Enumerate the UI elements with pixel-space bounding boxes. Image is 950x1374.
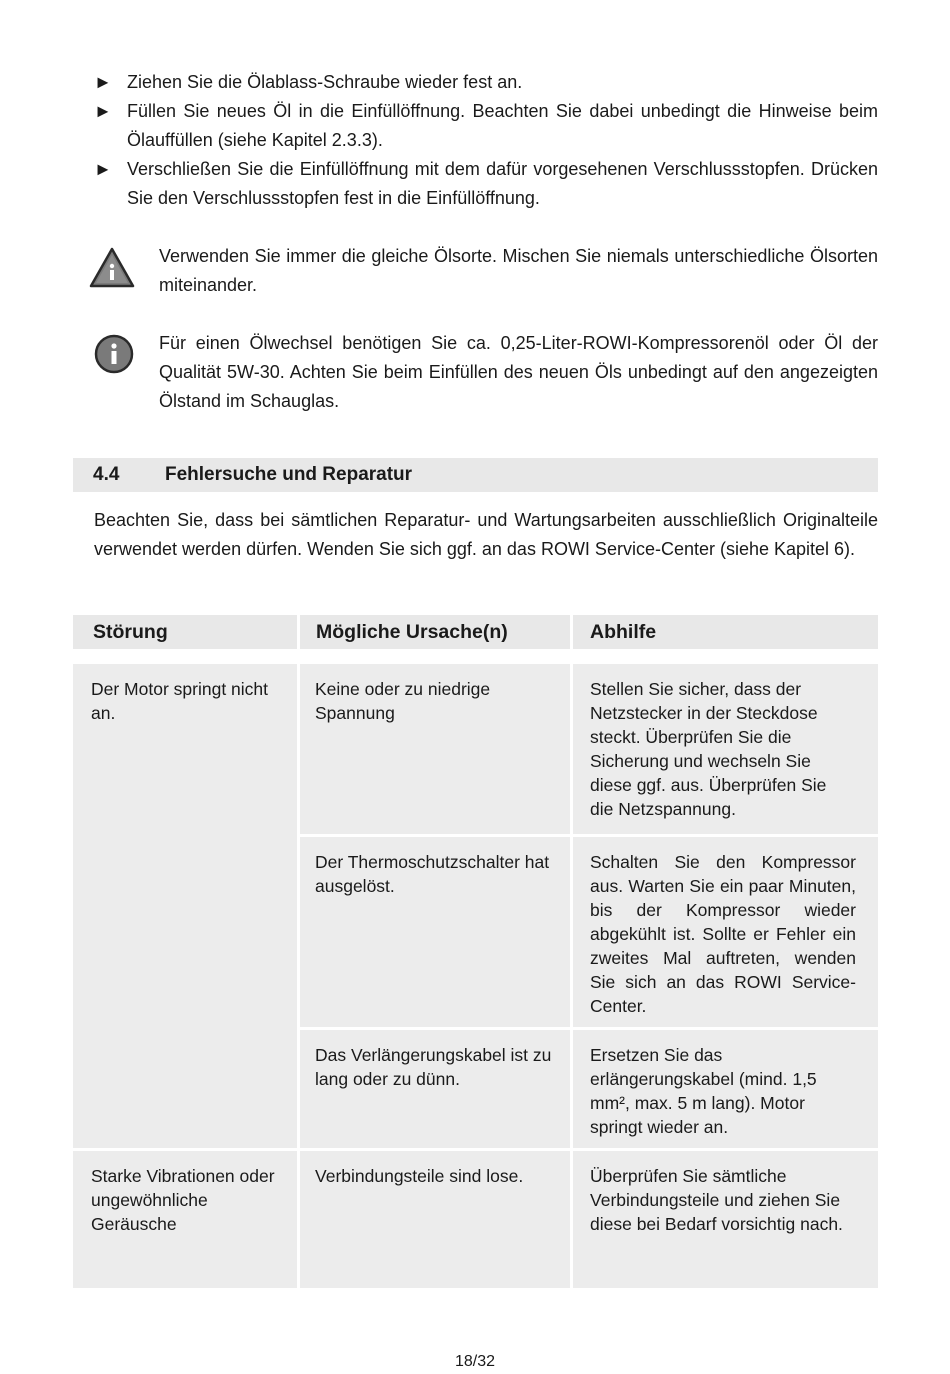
table-cell-ursache: Der Thermoschutzschalter hat ausgelöst. bbox=[300, 837, 570, 1027]
table-cell-abhilfe: Schalten Sie den Kompressor aus. Warten Sie ein paar Minuten, bis der Kompressor wieder abgekühlt ist. Sollte er Fehler ein zweites Mal auftreten, wenden Sie sich an das ROWI Service-Center. bbox=[573, 837, 878, 1027]
header-label: Abhilfe bbox=[590, 621, 657, 643]
info-circle-icon bbox=[94, 329, 159, 416]
info-note bbox=[94, 329, 878, 416]
table-cell-ursache: Das Verlängerungskabel ist zu lang oder zu dünn. bbox=[300, 1030, 570, 1148]
list-item-text: Ziehen Sie die Ölablass-Schraube wieder fest an. bbox=[127, 72, 523, 92]
list-item bbox=[94, 155, 878, 213]
table-header-abhilfe bbox=[573, 615, 878, 649]
table-cell-stoerung: Starke Vibrationen oder ungewöhnliche Geräusche bbox=[73, 1151, 297, 1288]
table-cell-ursache: Verbindungsteile sind lose. bbox=[300, 1151, 570, 1288]
table-header-ursache bbox=[300, 615, 570, 649]
list-item-text: Verschließen Sie die Einfüllöffnung mit dem dafür vorgesehenen Verschlussstopfen. Drücken Sie den Verschlussstopfen fest in die Einfüllöffnung. bbox=[127, 159, 878, 208]
arrow-bullet-icon: ► bbox=[94, 72, 112, 92]
section-heading bbox=[73, 458, 878, 492]
header-label: Mögliche Ursache(n) bbox=[316, 621, 508, 643]
arrow-bullet-icon: ► bbox=[94, 159, 112, 179]
page-number: 18/32 bbox=[454, 1353, 496, 1370]
section-title: Fehlersuche und Reparatur bbox=[165, 464, 413, 485]
warning-note bbox=[94, 242, 878, 300]
warning-triangle-icon bbox=[94, 242, 159, 300]
table-header-stoerung bbox=[73, 615, 297, 649]
table-cell-abhilfe: Überprüfen Sie sämtliche Verbindungsteile und ziehen Sie diese bei Bedarf vorsichtig nach. bbox=[573, 1151, 878, 1288]
arrow-bullet-icon: ► bbox=[94, 101, 112, 121]
info-note-text: Für einen Ölwechsel benötigen Sie ca. 0,25-Liter-ROWI-Kompressorenöl oder Öl der Qualität 5W-30. Achten Sie beim Einfüllen des neuen Öls unbedingt auf den angezeigten Ölstand im Schauglas. bbox=[159, 333, 878, 411]
table-cell-abhilfe: Stellen Sie sicher, dass der Netzstecker in der Steckdose steckt. Überprüfen Sie die Sicherung und wechseln Sie diese ggf. aus. Überprüfen Sie die Netzspannung. bbox=[573, 664, 878, 834]
section-number: 4.4 bbox=[93, 464, 120, 485]
warning-note-text: Verwenden Sie immer die gleiche Ölsorte. Mischen Sie niemals unterschiedliche Ölsorten miteinander. bbox=[159, 246, 878, 295]
list-item-text: Füllen Sie neues Öl in die Einfüllöffnung. Beachten Sie dabei unbedingt die Hinweise beim Ölauffüllen (siehe Kapitel 2.3.3). bbox=[127, 101, 878, 150]
list-item bbox=[94, 68, 878, 97]
instruction-list bbox=[94, 68, 878, 213]
table-cell-stoerung: Der Motor springt nicht an. bbox=[73, 664, 297, 1148]
table-cell-abhilfe: Ersetzen Sie das erlängerungskabel (mind. 1,5 mm², max. 5 m lang). Motor springt wieder an. bbox=[573, 1030, 878, 1148]
list-item bbox=[94, 97, 878, 155]
table-cell-ursache: Keine oder zu niedrige Spannung bbox=[300, 664, 570, 834]
header-label: Störung bbox=[93, 621, 168, 643]
section-paragraph: Beachten Sie, dass bei sämtlichen Reparatur- und Wartungsarbeiten ausschließlich Originalteile verwendet werden dürfen. Wenden Sie sich ggf. an das ROWI Service-Center (siehe Kapitel 6). bbox=[94, 510, 878, 559]
